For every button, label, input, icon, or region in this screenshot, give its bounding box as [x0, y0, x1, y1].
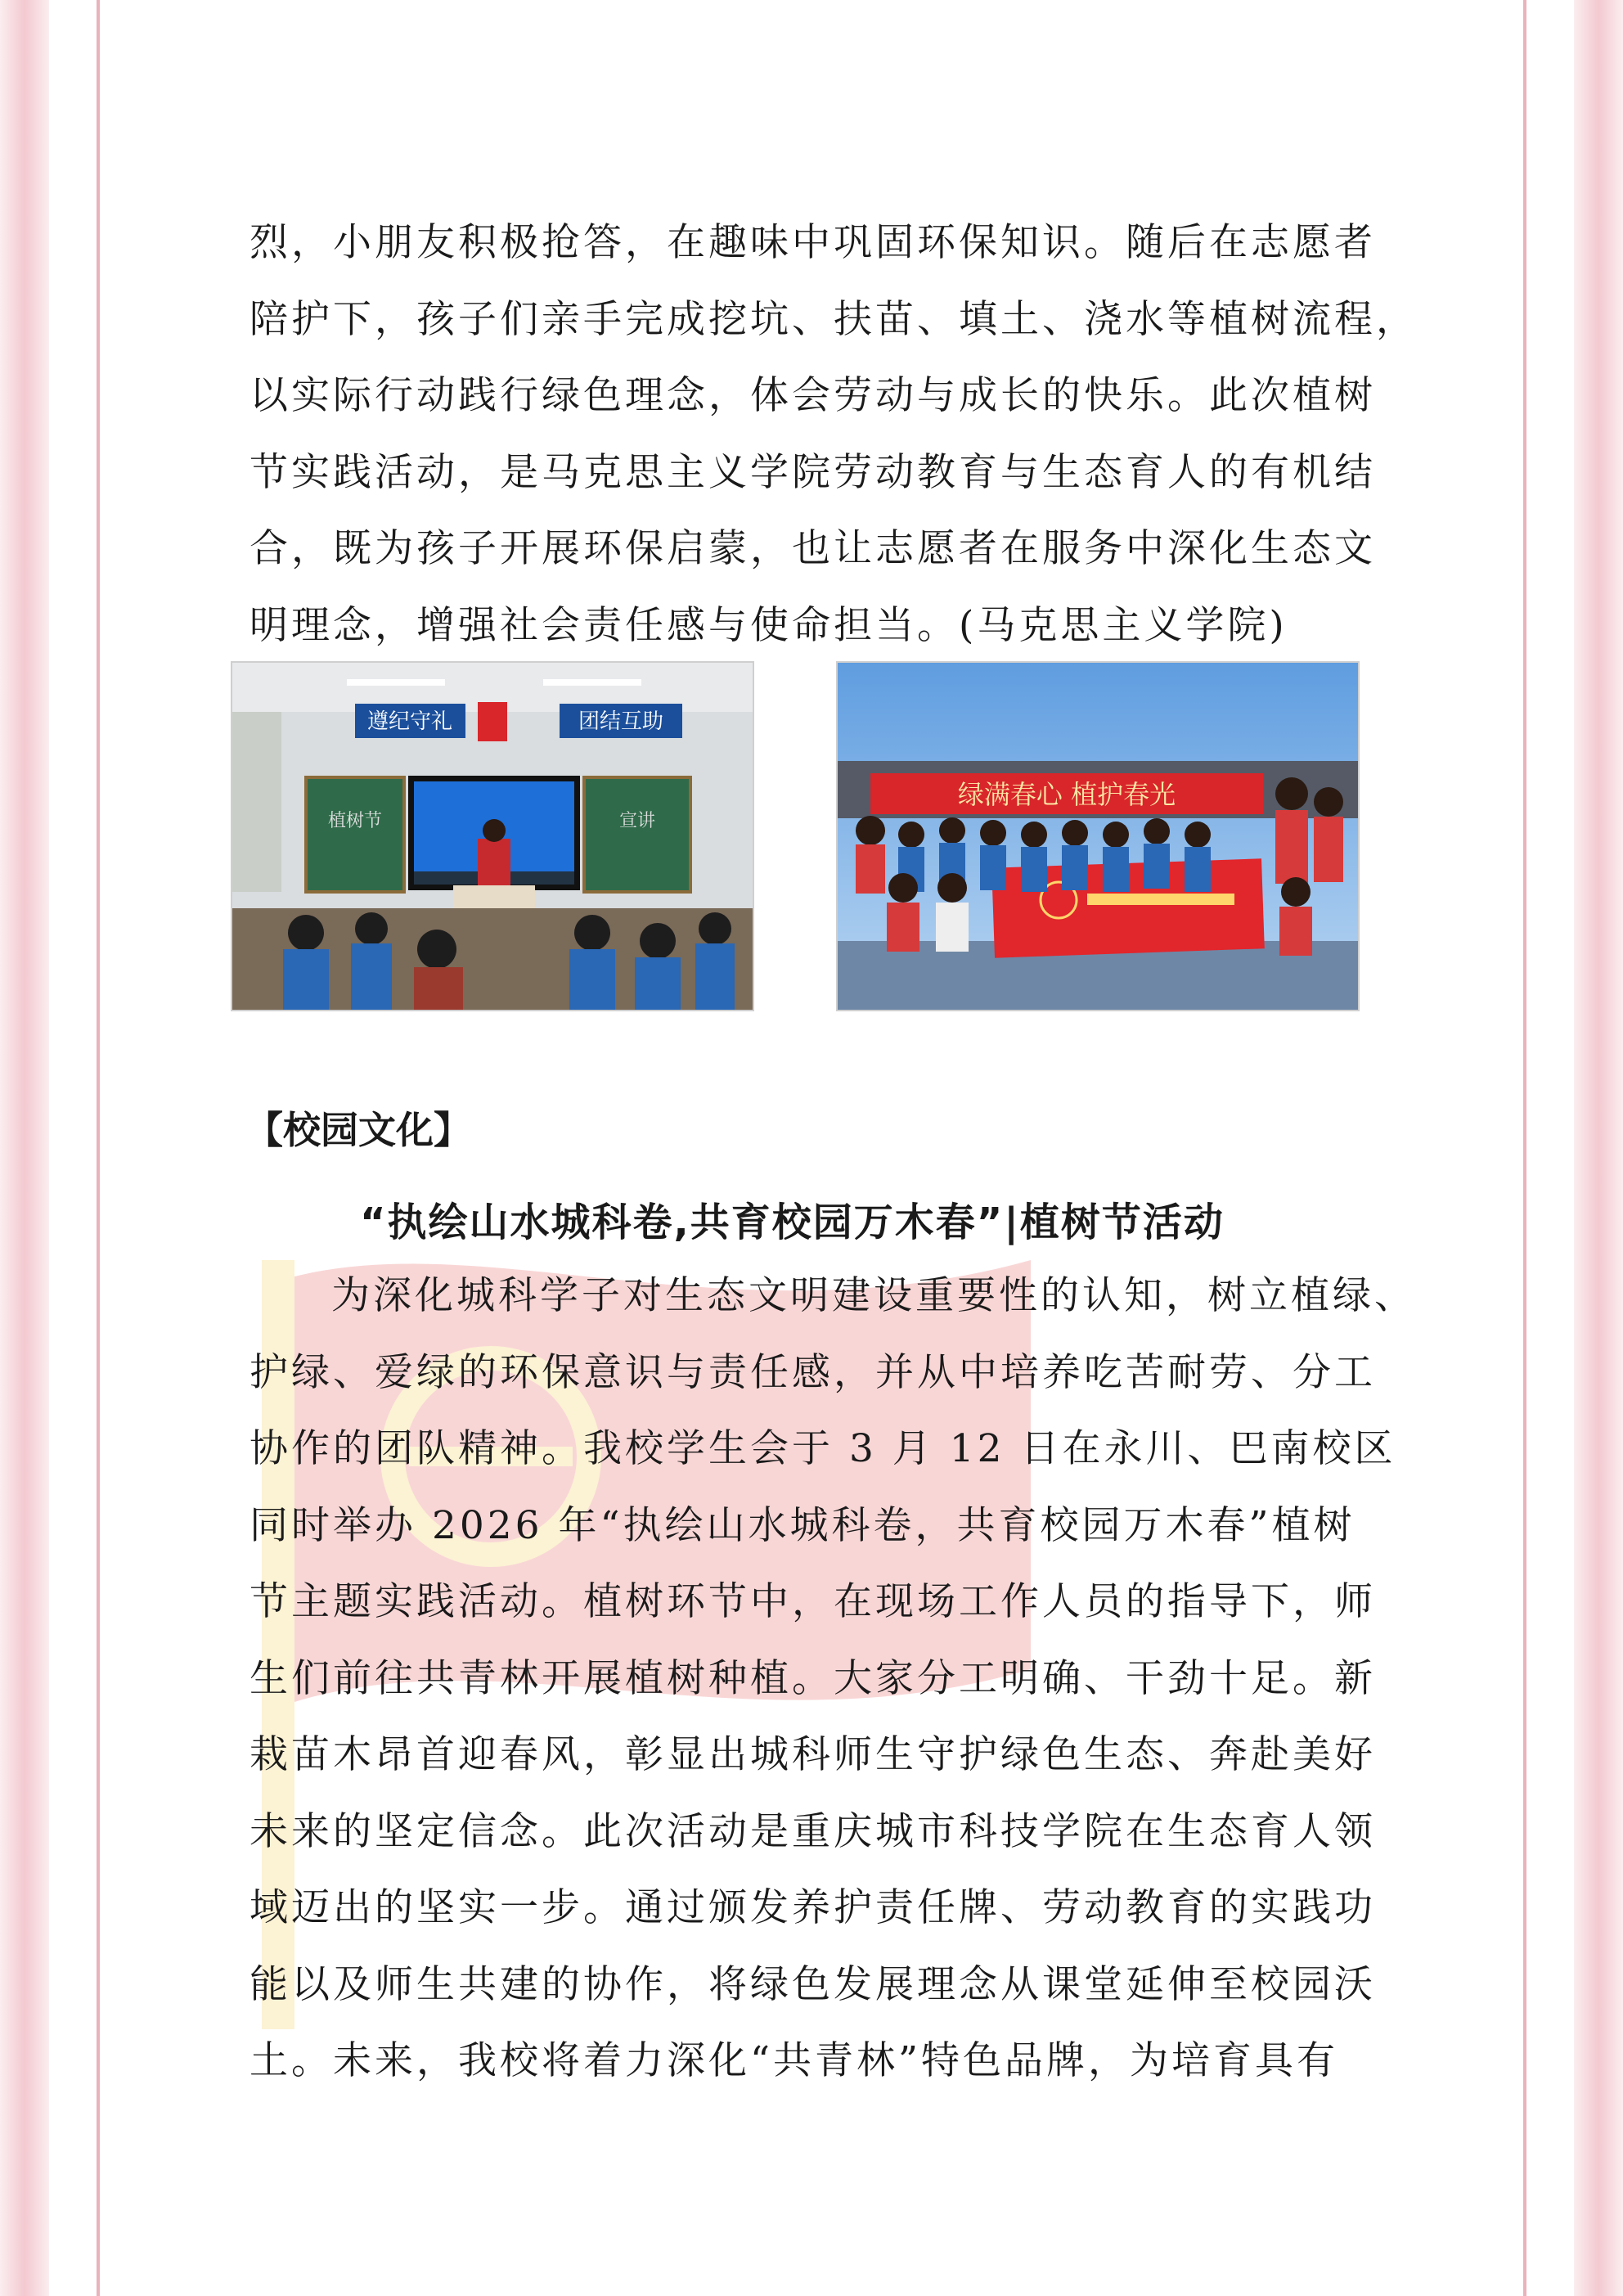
article-line: 生们前往共青林开展植树种植。大家分工明确、干劲十足。新 — [250, 1655, 1376, 1701]
outdoor-photo-illustration — [838, 663, 1358, 1010]
classroom-banner-left: 遵纪守礼 — [366, 709, 453, 734]
article-line: 能以及师生共建的协作，将绿色发展理念从课堂延伸至校园沃 — [250, 1961, 1376, 2007]
article-body — [250, 1258, 1416, 2100]
paragraph-line: 烈，小朋友积极抢答，在趣味中巩固环保知识。随后在志愿者 — [250, 220, 1376, 265]
article-line: 协作的团队精神。我校学生会于 3 月 12 日在永川、巴南校区 — [250, 1426, 1396, 1471]
page-border-right — [1574, 0, 1623, 2296]
article-line: 未来的坚定信念。此次活动是重庆城市科技学院在生态育人领 — [250, 1808, 1376, 1854]
paragraph-line: 合，既为孩子开展环保启蒙，也让志愿者在服务中深化生态文 — [250, 526, 1376, 571]
outdoor-group-photo — [836, 661, 1360, 1011]
classroom-board-left: 植树节 — [327, 811, 383, 831]
page-frame-line-right — [1523, 0, 1526, 2296]
top-paragraph — [250, 205, 1418, 664]
paragraph-line: 以实际行动践行绿色理念，体会劳动与成长的快乐。此次植树 — [250, 373, 1376, 418]
paragraph-line: 明理念，增强社会责任感与使命担当。(马克思主义学院) — [250, 602, 1288, 648]
article-line: 节主题实践活动。植树环节中，在现场工作人员的指导下，师 — [250, 1579, 1376, 1624]
outdoor-banner-top: 绿满春心 植护春光 — [957, 779, 1176, 810]
article-line: 栽苗木昂首迎春风，彰显出城科师生守护绿色生态、奔赴美好 — [250, 1732, 1376, 1777]
paragraph-line: 节实践活动，是马克思主义学院劳动教育与生态育人的有机结 — [250, 449, 1376, 495]
classroom-photo — [231, 661, 754, 1011]
paragraph-line: 陪护下，孩子们亲手完成挖坑、扶苗、填土、浇水等植树流程， — [250, 296, 1418, 342]
article-line: 土。未来，我校将着力深化“共青林”特色品牌，为培育具有 — [250, 2038, 1339, 2083]
article-line: 护绿、爱绿的环保意识与责任感，并从中培养吃苦耐劳、分工 — [250, 1349, 1376, 1395]
article-line: 域迈出的坚实一步。通过颁发养护责任牌、劳动教育的实践功 — [250, 1885, 1376, 1930]
classroom-banner-right: 团结互助 — [578, 709, 664, 734]
page-frame-line-left — [97, 0, 100, 2296]
article-line: 为深化城科学子对生态文明建设重要性的认知，树立植绿、 — [331, 1273, 1416, 1318]
article-line: 同时举办 2026 年“执绘山水城科卷，共育校园万木春”植树 — [250, 1502, 1355, 1548]
section-heading: 【校园文化】 — [245, 1108, 471, 1152]
article-title: “执绘山水城科卷,共育校园万木春”|植树节活动 — [360, 1200, 1225, 1245]
classroom-board-right: 宣讲 — [618, 811, 656, 831]
classroom-photo-illustration — [232, 663, 753, 1010]
page-border-left — [0, 0, 49, 2296]
